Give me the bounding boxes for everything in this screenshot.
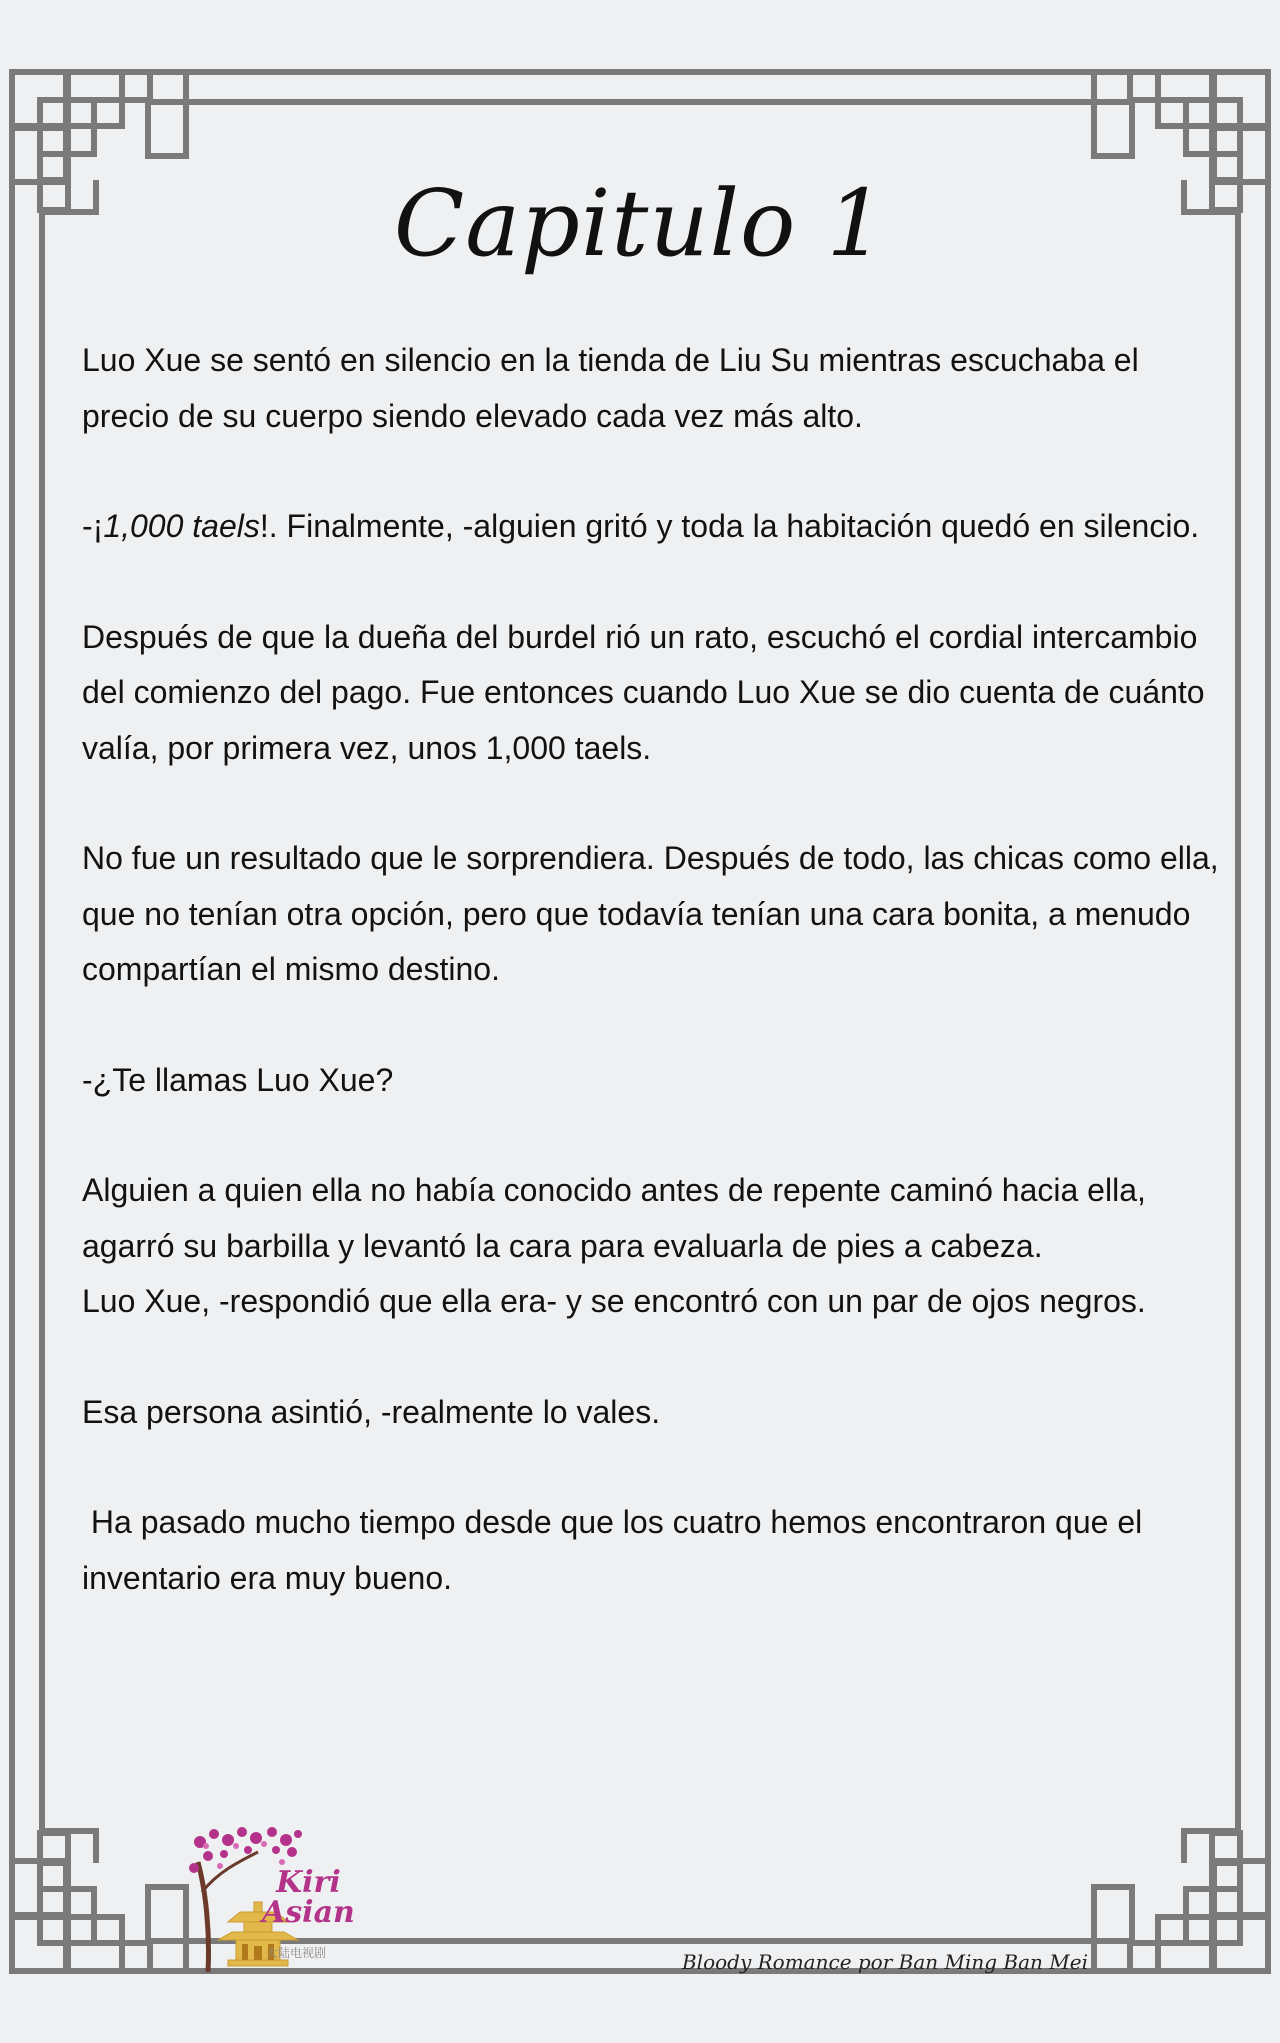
logo-chinese-text: 大陆电视剧 bbox=[266, 1946, 327, 1960]
paragraph: -¿Te llamas Luo Xue? bbox=[82, 1061, 394, 1098]
text-span: -¡ bbox=[82, 508, 104, 544]
paragraph: Después de que la dueña del burdel rió un rato, escuchó el cordial intercambio del comienzo del pago. Fue entonces cuando Luo Xue se dio cuenta de cuánto valía, por primera vez, unos 1,000 taels. bbox=[82, 618, 1205, 766]
paragraph: Luo Xue, -respondió que ella era- y se encontró con un par de ojos negros. bbox=[82, 1283, 1146, 1319]
logo-wordmark bbox=[262, 1865, 355, 1930]
paragraph: Ha pasado mucho tiempo desde que los cuatro hemos encontraron que el inventario era muy bueno. bbox=[82, 1504, 1152, 1596]
logo-line-2: Asian bbox=[262, 1895, 355, 1930]
paragraph: Alguien a quien ella no había conocido antes de repente caminó hacia ella, agarró su barbilla y levantó la cara para evaluarla de pies a cabeza. bbox=[82, 1172, 1146, 1264]
paragraph: Esa persona asintió, -realmente lo vales. bbox=[82, 1393, 661, 1430]
chapter-body bbox=[82, 333, 1222, 1661]
chapter-title: Capitulo 1 bbox=[393, 170, 887, 277]
logo-line-1: Kiri bbox=[276, 1865, 341, 1900]
corner-ornament-bottom-right bbox=[1094, 1793, 1268, 1971]
paragraph: Luo Xue se sentó en silencio en la tienda de Liu Su mientras escuchaba el precio de su cuerpo siendo elevado cada vez más alto. bbox=[82, 342, 1139, 434]
footer-credit: Bloody Romance por Ban Ming Ban Mei bbox=[681, 1950, 1088, 1974]
paragraph: No fue un resultado que le sorprendiera. Después de todo, las chicas como ella, que no tenían otra opción, pero que todavía tenían una cara bonita, a menudo compartían el mismo destino. bbox=[82, 840, 1219, 987]
italic-amount: 1,000 taels bbox=[103, 508, 260, 544]
paragraph bbox=[82, 499, 1222, 555]
text-span: !. Finalmente, -alguien gritó y toda la habitación quedó en silencio. bbox=[259, 508, 1200, 544]
corner-ornament-bottom-left bbox=[12, 1793, 186, 1971]
